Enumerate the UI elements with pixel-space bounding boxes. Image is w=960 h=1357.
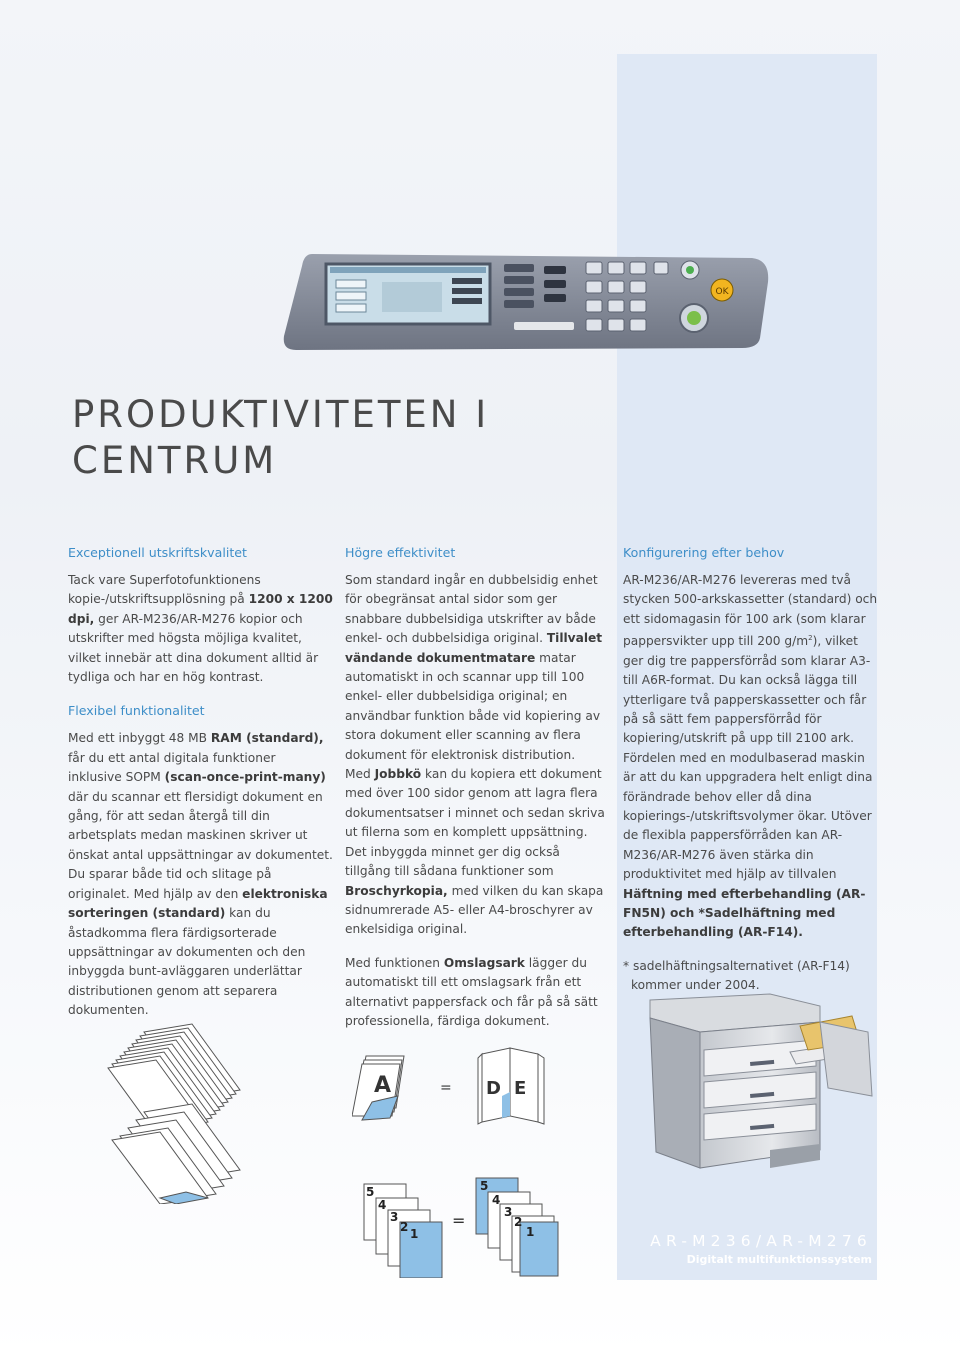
product-label [617,1232,872,1268]
page-number-5: 5 [366,1185,375,1199]
column-configuration [623,543,878,1010]
page-title: PRODUKTIVITETEN I CENTRUM [72,393,490,482]
paragraph-print-quality [68,571,333,687]
paragraph-configuration [623,571,878,943]
bold-run: Omslagsark [443,955,525,970]
text-run: Som standard ingår en dubbelsidig enhet för obegränsat antal sidor som ger snabbare dubbelsidiga utskrifter av både enkel- och dubbelsidiga original. [345,573,598,646]
heading-configuration: Konfigurering efter behov [623,545,785,560]
superscript: 2 [808,634,813,643]
page-number-1: 1 [526,1225,535,1239]
equals-sign: = [452,1211,466,1230]
ok-button-label: OK [715,287,729,297]
text-run: där du scannar ett flersidigt dokument en gång, för att sedan återgå till din arbetsplats medan maskinen skriver ut önskat antal uppsättningar av dokumentet. Du sparar både tid och slitage på originalet. Med hjälp av den [68,789,333,901]
page-number-2: 2 [400,1220,409,1234]
bold-run: Tillvalet vändande dokumentmatare [345,631,603,665]
bold-run: Jobbkö [374,767,422,782]
paragraph-efficiency [345,571,607,940]
page-number-1: 1 [410,1227,419,1241]
page-number-5: 5 [480,1179,489,1193]
product-description: Digitalt multifunktionssystem [686,1253,872,1266]
text-run: Tack vare Superfotofunktionens kopie-/utskriftsupplösning på [68,573,261,607]
bold-run: elektroniska sorteringen (standard) [68,886,328,921]
control-panel-image [282,252,772,352]
text-run: får du ett antal digitala funktioner inklusive SOPM [68,750,276,785]
equals-sign: = [440,1080,452,1096]
sorted-stacks-illustration [100,1022,260,1204]
page-letter-e: E [514,1078,527,1099]
page-number-3: 3 [504,1205,513,1219]
page-order-illustration [362,1176,562,1278]
bold-run: (scan-once-print-many) [164,770,326,785]
copier-machine-image [620,992,880,1178]
text-run: kan du kopiera ett dokument med över 100 sidor genom att lagra flera dokumentsatser i minnet och sedan skriva ut filerna som en komplett uppsättning. Det inbyggda minnet ger dig också tillgång till sådana funktioner som [345,767,605,879]
footnote-line: kommer under 2004. [631,978,760,993]
product-model: AR-M236/AR-M276 [650,1232,872,1250]
page-letter-d: D [486,1078,501,1099]
page-number-4: 4 [492,1193,501,1207]
page-number-2: 2 [514,1215,523,1229]
text-run: AR-M236/AR-M276 levereras med två stycken 500-arkskassetter (standard) och ett sidomagasin för 100 ark (som klarar pappersvikter upp till 200 g/m [623,573,878,649]
paragraph-flexible-functionality [68,729,333,1020]
text-run: Med funktionen [345,955,444,970]
bold-run: Häftning med efterbehandling (AR-FN5N) och *Sadelhäftning med efterbehandling (AR-F14). [623,886,866,940]
footnote-line: * sadelhäftningsalternativet (AR-F14) [623,958,850,973]
page-number-4: 4 [378,1198,387,1212]
text-run: kan du åstadkomma flera färdigsorterade uppsättningar av dokumenten och den inbyggda bunt-avläggaren underlättar distributionen genom att separera dokumenten. [68,906,306,1018]
column-print-quality [68,543,333,1035]
text-run: matar automatiskt in och scannar upp till 100 enkel- eller dubbelsidiga original; en användbar funktion både vid kopiering av stora dokument eller scanning av flera dokument för elektronisk distribution. [345,650,601,762]
text-run: lägger du automatiskt till ett omslagsark från ett alternativt pappersfack och får på så sätt professionella, färdiga dokument. [345,955,598,1028]
page-letter-a: A [374,1073,392,1098]
text-run: ger AR-M236/AR-M276 kopior och utskrifter med högsta möjliga kvalitet, vilket innebär att dina dokument alltid är tydliga och har en hög kontrast. [68,611,319,685]
bold-run: 1200 x 1200 dpi, [68,592,333,626]
footnote [623,957,878,996]
bold-run: RAM (standard), [210,731,324,746]
heading-efficiency: Högre effektivitet [345,545,456,560]
text-run: med vilken du kan skapa sidnumrerade A5- eller A4-broschyrer av enkelsidiga original. [345,883,604,937]
bold-run: Broschyrkopia, [345,883,448,898]
column-efficiency [345,543,607,1045]
heading-print-quality: Exceptionell utskriftskvalitet [68,545,247,560]
text-run: ), vilket ger dig tre pappersförråd som klarar A3- till A6R-format. Du kan också lägga till ytterligare två papperskassetter och får på så sätt fem pappersförråd för kopiering/utskrift på upp till 2100 ark. Fördelen med en modulbaserad maskin är att du kan uppgradera helt enligt dina förändrade behov eller då dina kopierings-/utskriftsvolymer ökar. Utöver de flexibla pappersförråden kan AR-M236/AR-M276 även stärka din produktivitet med hjälp av tillvalen [623,634,873,882]
text-run: Med [345,767,375,782]
booklet-illustration [352,1046,562,1126]
paragraph-cover-sheet [345,954,607,1032]
heading-flexible-functionality: Flexibel funktionalitet [68,703,205,719]
text-run: Med ett inbyggt 48 MB [68,731,211,746]
page-number-3: 3 [390,1210,399,1224]
